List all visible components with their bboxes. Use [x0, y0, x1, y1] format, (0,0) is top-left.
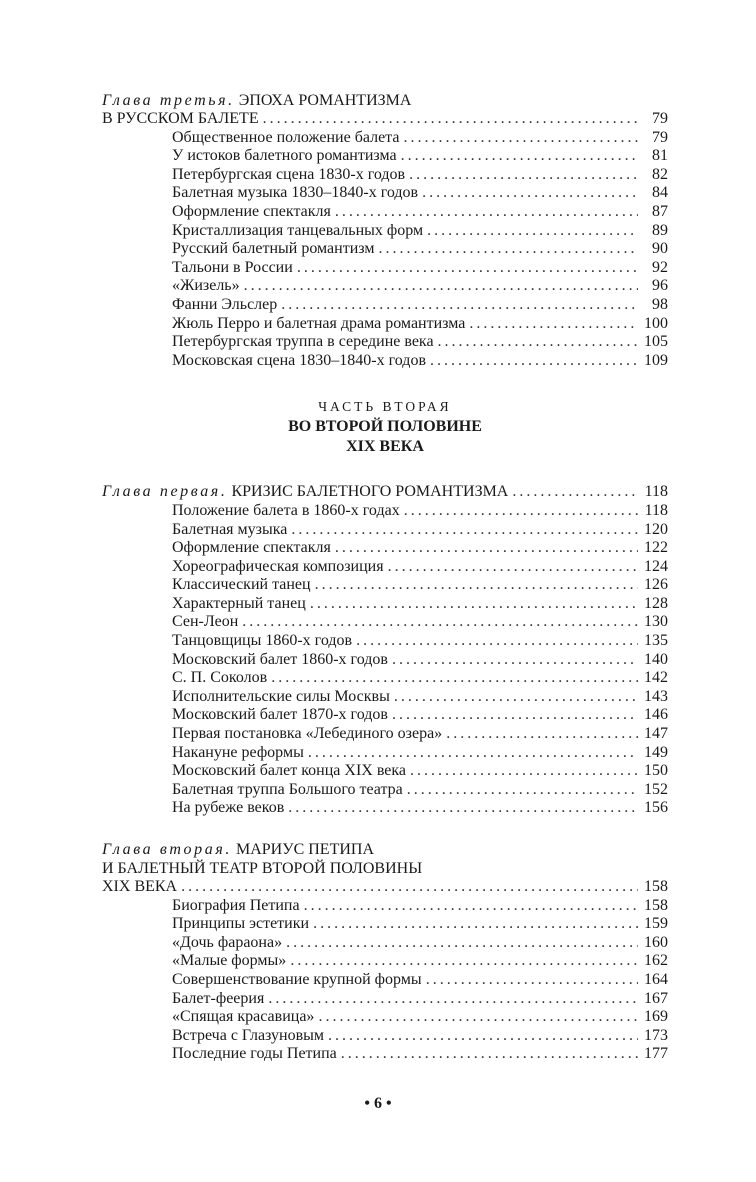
dot-leader — [378, 240, 638, 259]
toc-entry-title: Балетная музыка — [172, 520, 288, 538]
toc-entry-title: Фанни Эльслер — [172, 295, 278, 313]
dot-leader — [271, 669, 638, 688]
toc-entry-page: 159 — [644, 915, 668, 933]
chapter2-title-line1: МАРИУС ПЕТИПА — [236, 841, 374, 858]
chapter1-entries — [102, 502, 668, 818]
toc-entry[interactable] — [102, 990, 668, 1009]
toc-entry-title: Московский балет 1870-х годов — [172, 706, 388, 724]
toc-entry-title: Биография Петипа — [172, 896, 300, 914]
toc-entry[interactable] — [102, 558, 668, 577]
toc-entry-page: 135 — [644, 632, 668, 650]
dot-leader — [308, 744, 638, 763]
toc-entry[interactable] — [102, 147, 668, 166]
toc-entry-page: 143 — [644, 687, 668, 705]
toc-entry[interactable] — [102, 259, 668, 278]
toc-entry-page: 173 — [644, 1026, 668, 1044]
chapter2-entries — [102, 897, 668, 1064]
toc-entry-page: 162 — [644, 952, 668, 970]
toc-entry-title: Первая постановка «Лебединого озера» — [172, 725, 443, 743]
toc-entry[interactable] — [102, 539, 668, 558]
dot-leader — [404, 502, 638, 521]
toc-entry[interactable] — [102, 240, 668, 259]
toc-entry-title: «Жизель» — [172, 277, 240, 295]
dot-leader — [328, 1027, 638, 1046]
chapter1-title: КРИЗИС БАЛЕТНОГО РОМАНТИЗМА — [231, 483, 509, 501]
toc-entry-title: Встреча с Глазуновым — [172, 1026, 325, 1044]
dot-leader — [407, 781, 638, 800]
chapter3-title-line1: ЭПОХА РОМАНТИЗМА — [238, 92, 412, 109]
toc-entry-page: 158 — [644, 896, 668, 914]
toc-entry-page: 177 — [644, 1045, 668, 1063]
toc-entry-page: 89 — [652, 221, 668, 239]
dot-leader — [422, 184, 638, 203]
toc-entry[interactable] — [102, 203, 668, 222]
toc-entry-title: «Спящая красавица» — [172, 1008, 315, 1026]
toc-entry[interactable] — [102, 952, 668, 971]
chapter3-entries — [102, 129, 668, 371]
toc-entry-title: С. П. Соколов — [172, 669, 268, 687]
toc-entry[interactable] — [102, 502, 668, 521]
chapter1-title-row[interactable] — [102, 483, 668, 502]
chapter3-title-row[interactable] — [102, 110, 668, 129]
dot-leader — [446, 725, 638, 744]
dot-leader — [388, 558, 638, 577]
toc-entry-title: Сен-Леон — [172, 613, 239, 631]
toc-entry-page: 128 — [644, 594, 668, 612]
toc-entry[interactable] — [102, 296, 668, 315]
toc-entry-title: Характерный танец — [172, 594, 306, 612]
dot-leader — [318, 1008, 638, 1027]
dot-leader — [268, 990, 638, 1009]
toc-entry-page: 150 — [644, 762, 668, 780]
dot-leader — [401, 147, 638, 166]
chapter2-label: Глава вторая. — [102, 841, 232, 858]
dot-leader — [286, 934, 638, 953]
toc-entry-page: 169 — [644, 1008, 668, 1026]
toc-entry[interactable] — [102, 277, 668, 296]
toc-entry-title: Положение балета в 1860-х годах — [172, 501, 400, 519]
toc-entry-page: 126 — [644, 576, 668, 594]
toc-entry-title: Хореографическая композиция — [172, 557, 384, 575]
toc-entry-title: Кристаллизация танцевальных форм — [172, 221, 424, 239]
toc-entry-title: Последние годы Петипа — [172, 1045, 337, 1063]
toc-entry-page: 130 — [644, 613, 668, 631]
toc-entry-page: 156 — [644, 799, 668, 817]
toc-entry-page: 82 — [652, 165, 668, 183]
chapter3-label: Глава третья. — [102, 92, 235, 109]
chapter1-label: Глава первая. — [102, 483, 228, 501]
toc-entry-page: 120 — [644, 520, 668, 538]
dot-leader — [290, 952, 638, 971]
toc-entry[interactable] — [102, 129, 668, 148]
part2-title-line1: ВО ВТОРОЙ ПОЛОВИНЕ — [288, 418, 482, 436]
toc-entry-title: «Малые формы» — [172, 952, 287, 970]
toc-entry-title: Совершенствование крупной формы — [172, 970, 422, 988]
toc-entry[interactable] — [102, 762, 668, 781]
toc-entry-page: 160 — [644, 933, 668, 951]
chapter3-title-line2: В РУССКОМ БАЛЕТЕ — [102, 110, 259, 127]
toc-entry-title: Танцовщицы 1860-х годов — [172, 632, 353, 650]
dot-leader — [403, 129, 638, 148]
toc-entry-page: 152 — [644, 780, 668, 798]
toc-entry-title: Накануне реформы — [172, 743, 304, 761]
chapter2-heading — [102, 840, 668, 859]
toc-entry-title: Жюль Перро и балетная драма романтизма — [172, 314, 466, 332]
toc-entry-page: 164 — [644, 970, 668, 988]
toc-entry-title: «Дочь фараона» — [172, 933, 283, 951]
part2-title-line2: XIX ВЕКА — [346, 438, 424, 456]
toc-entry[interactable] — [102, 576, 668, 595]
table-of-contents — [102, 91, 668, 1064]
dot-leader — [410, 762, 638, 781]
dot-leader — [356, 632, 638, 651]
toc-entry[interactable] — [102, 166, 668, 185]
toc-entry-title: Классический танец — [172, 576, 311, 594]
dot-leader — [310, 595, 638, 614]
toc-entry-title: Балетная музыка 1830–1840-х годов — [172, 184, 419, 202]
toc-entry[interactable] — [102, 315, 668, 334]
dot-leader — [335, 539, 638, 558]
toc-entry[interactable] — [102, 1008, 668, 1027]
toc-entry[interactable] — [102, 799, 668, 818]
toc-entry-page: 92 — [652, 258, 668, 276]
dot-leader — [394, 688, 638, 707]
toc-entry-title: Исполнительские силы Москвы — [172, 687, 390, 705]
toc-entry[interactable] — [102, 781, 668, 800]
dot-leader — [291, 521, 638, 540]
toc-entry[interactable] — [102, 971, 668, 990]
dot-leader — [430, 352, 638, 371]
dot-leader — [426, 971, 638, 990]
toc-entry[interactable] — [102, 521, 668, 540]
dot-leader — [335, 203, 638, 222]
toc-entry-page: 140 — [644, 650, 668, 668]
chapter2-title-row[interactable] — [102, 878, 668, 897]
toc-entry-title: Тальони в России — [172, 258, 293, 276]
toc-entry-title: Петербургская труппа в середине века — [172, 333, 434, 351]
dot-leader — [512, 483, 638, 502]
dot-leader — [297, 259, 638, 278]
dot-leader — [263, 110, 638, 129]
toc-entry[interactable] — [102, 352, 668, 371]
part2-heading — [102, 397, 668, 457]
chapter3-heading — [102, 91, 668, 110]
toc-entry[interactable] — [102, 184, 668, 203]
dot-leader — [315, 576, 638, 595]
toc-entry[interactable] — [102, 725, 668, 744]
dot-leader — [427, 222, 638, 241]
dot-leader — [304, 897, 638, 916]
toc-entry-title: Московский балет 1860-х годов — [172, 650, 388, 668]
toc-entry-page: 81 — [652, 147, 668, 165]
toc-entry-title: Балетная труппа Большого театра — [172, 780, 403, 798]
chapter3-page: 79 — [652, 110, 668, 127]
toc-entry[interactable] — [102, 613, 668, 632]
toc-entry-page: 98 — [652, 295, 668, 313]
toc-entry[interactable] — [102, 222, 668, 241]
dot-leader — [392, 651, 638, 670]
dot-leader — [288, 799, 638, 818]
toc-entry-title: У истоков балетного романтизма — [172, 147, 397, 165]
chapter2-page: 158 — [644, 878, 668, 895]
dot-leader — [242, 613, 638, 632]
toc-entry-page: 84 — [652, 184, 668, 202]
dot-leader — [281, 296, 638, 315]
toc-entry-page: 87 — [652, 202, 668, 220]
toc-entry[interactable] — [102, 688, 668, 707]
toc-entry[interactable] — [102, 651, 668, 670]
toc-entry-page: 124 — [644, 557, 668, 575]
toc-entry[interactable] — [102, 744, 668, 763]
dot-leader — [341, 1045, 638, 1064]
toc-entry-page: 109 — [644, 351, 668, 369]
chapter1-page: 118 — [644, 483, 668, 501]
toc-entry[interactable] — [102, 897, 668, 916]
dot-leader — [409, 166, 638, 185]
toc-entry-page: 142 — [644, 669, 668, 687]
toc-entry-title: Оформление спектакля — [172, 539, 331, 557]
toc-entry[interactable] — [102, 333, 668, 352]
toc-entry-page: 122 — [644, 539, 668, 557]
toc-entry-page: 96 — [652, 277, 668, 295]
toc-entry-title: Петербургская сцена 1830-х годов — [172, 165, 406, 183]
toc-entry-title: Общественное положение балета — [172, 128, 400, 146]
toc-entry[interactable] — [102, 669, 668, 688]
toc-entry[interactable] — [102, 934, 668, 953]
toc-entry-title: Русский балетный романтизм — [172, 240, 375, 258]
toc-entry-title: Принципы эстетики — [172, 915, 310, 933]
toc-entry-title: Московский балет конца XIX века — [172, 762, 407, 780]
toc-entry-page: 90 — [652, 240, 668, 258]
toc-entry[interactable] — [102, 595, 668, 614]
toc-entry-page: 100 — [644, 314, 668, 332]
chapter2-title-line2: И БАЛЕТНЫЙ ТЕАТР ВТОРОЙ ПОЛОВИНЫ — [102, 860, 423, 877]
toc-entry[interactable] — [102, 1027, 668, 1046]
toc-entry-title: На рубеже веков — [172, 799, 285, 817]
toc-entry-page: 105 — [644, 333, 668, 351]
page-number: • 6 • — [364, 1095, 392, 1112]
toc-entry-title: Московская сцена 1830–1840-х годов — [172, 351, 426, 369]
dot-leader — [469, 315, 638, 334]
dot-leader — [244, 277, 638, 296]
toc-entry-page: 167 — [644, 989, 668, 1007]
toc-entry-page: 146 — [644, 706, 668, 724]
dot-leader — [438, 333, 638, 352]
toc-entry-title: Балет-феерия — [172, 989, 265, 1007]
chapter2-title-line3: XIX ВЕКА — [102, 878, 178, 895]
toc-entry-page: 149 — [644, 743, 668, 761]
toc-entry-page: 79 — [652, 128, 668, 146]
toc-entry[interactable] — [102, 632, 668, 651]
toc-entry-page: 118 — [644, 501, 668, 519]
toc-entry[interactable] — [102, 706, 668, 725]
dot-leader — [181, 878, 638, 897]
dot-leader — [392, 706, 638, 725]
dot-leader — [313, 915, 638, 934]
toc-entry[interactable] — [102, 1045, 668, 1064]
toc-entry-title: Оформление спектакля — [172, 202, 331, 220]
toc-entry[interactable] — [102, 915, 668, 934]
toc-entry-page: 147 — [644, 725, 668, 743]
part2-label: ЧАСТЬ ВТОРАЯ — [318, 399, 452, 415]
